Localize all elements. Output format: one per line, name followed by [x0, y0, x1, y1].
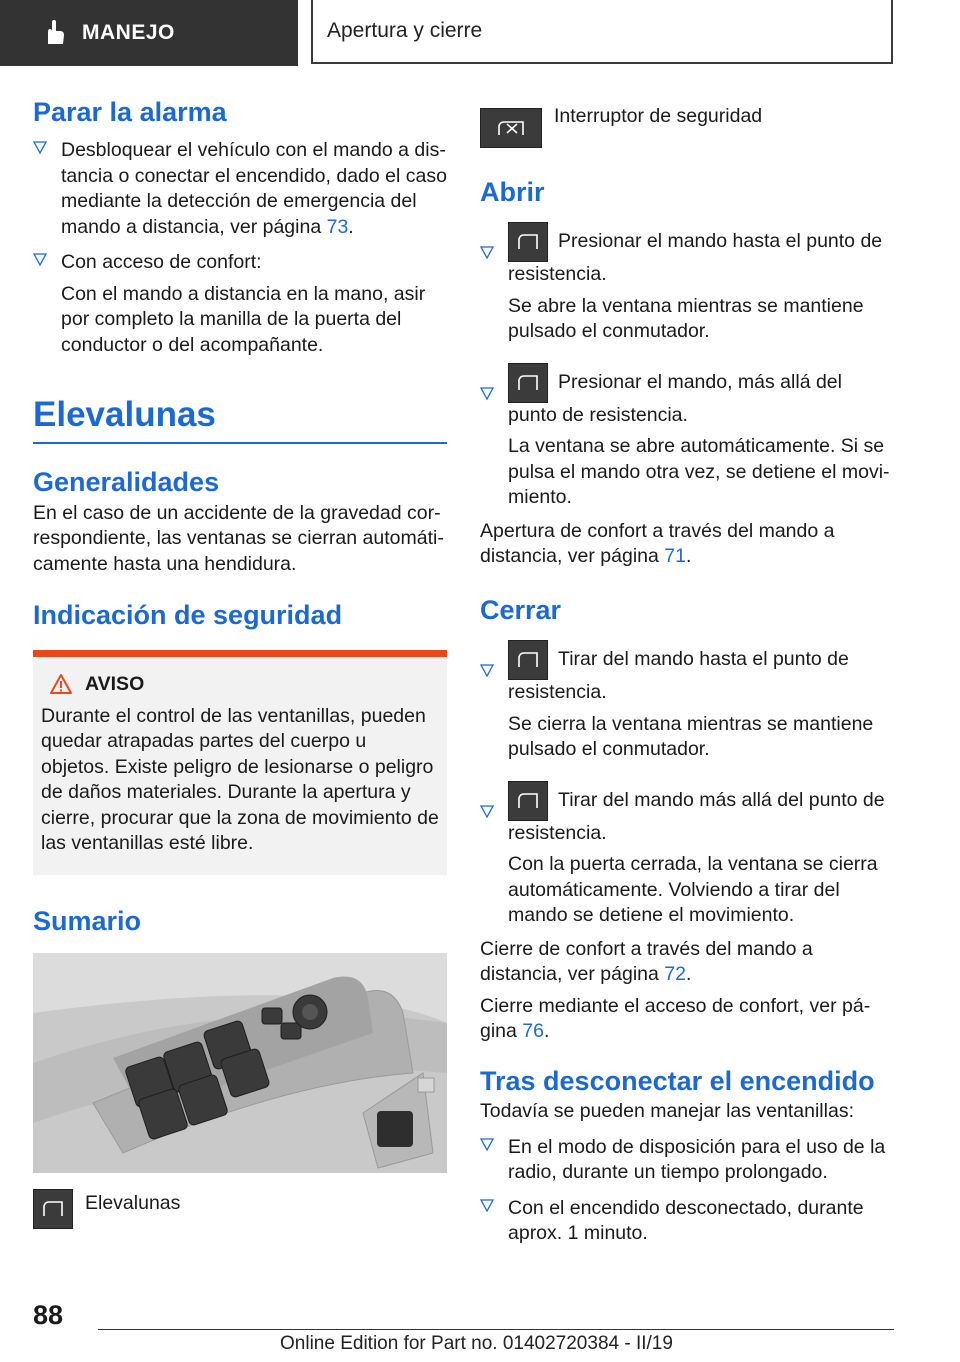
close-heading: Cerrar — [480, 594, 562, 625]
list-item — [480, 363, 896, 511]
window-switch-icon — [508, 363, 548, 403]
list-item-text: En el modo de disposición para el uso de la radio, durante un tiempo prolongado. — [508, 1135, 886, 1184]
after-ignition-intro: Todavía se pueden manejar las ventanillas: — [480, 1100, 854, 1123]
page-number: 88 — [33, 1300, 64, 1330]
hand-icon — [38, 18, 68, 48]
after-ignition-heading: Tras desconectar el encendido — [480, 1065, 875, 1096]
window-switch-icon — [508, 640, 548, 680]
open-comfort-text: Apertura de confort a través del mando a distancia, ver página 71. — [480, 519, 835, 568]
summary-heading: Sumario — [33, 905, 142, 936]
window-switch-icon — [508, 222, 548, 262]
triangle-bullet-icon — [33, 138, 61, 155]
chapter-tab-label: MANEJO — [82, 21, 175, 44]
legend-row — [33, 1189, 447, 1229]
alarm-heading: Parar la alarma — [33, 97, 227, 127]
page-link[interactable]: 76 — [522, 1020, 544, 1043]
page-link[interactable]: 71 — [664, 545, 686, 568]
open-heading: Abrir — [480, 177, 545, 207]
general-text: En el caso de un accidente de la gravedad correspondiente, las ventanas se cierran automáticamente hasta una hendidura. — [33, 501, 444, 575]
triangle-bullet-icon — [480, 1196, 508, 1213]
list-item-subtext: Se cierra la ventana mientras se mantiene pulsado el conmutador. — [508, 712, 874, 761]
triangle-bullet-icon — [480, 1135, 508, 1152]
list-item-subtext: La ventana se abre automáticamente. Si se pulsa el mando otra vez, se detiene el movimiento. — [508, 435, 890, 509]
window-switch-photo — [33, 953, 447, 1173]
page-link[interactable]: 72 — [664, 963, 686, 986]
close-comfort-text: Cierre de confort a través del mando a distancia, ver página 72. — [480, 937, 813, 986]
list-item-text: Presionar el mando, más allá del punto de resistencia. — [508, 363, 896, 429]
page-header — [0, 0, 960, 66]
triangle-bullet-icon — [480, 363, 508, 401]
section-title: Apertura y cierre — [327, 19, 483, 42]
legend-label: Elevalunas — [85, 1192, 181, 1215]
list-item-subtext: Con el mando a distancia en la mano, asir por completo la manilla de la puerta del conductor o del acompañante. — [61, 282, 426, 356]
list-item-subtext: Se abre la ventana mientras se mantiene pulsado el conmutador. — [508, 294, 864, 343]
right-column — [480, 96, 896, 1247]
list-item-text: Tirar del mando más allá del punto de resistencia. — [508, 781, 896, 847]
list-item — [33, 250, 447, 358]
left-column — [33, 96, 447, 1229]
list-item — [480, 640, 896, 763]
list-item — [480, 1135, 896, 1186]
chapter-tab[interactable] — [0, 0, 298, 66]
close-comfort-access-text: Cierre mediante el acceso de confort, ver página 76. — [480, 994, 871, 1043]
list-item-text: Con el encendido desconectado, durante aprox. 1 minuto. — [508, 1196, 864, 1245]
page-link[interactable]: 73 — [326, 215, 349, 238]
list-item — [480, 1196, 896, 1247]
title-rule — [33, 442, 447, 444]
warning-box — [33, 650, 447, 875]
list-item — [480, 781, 896, 929]
window-switch-icon — [508, 781, 548, 821]
list-item — [480, 222, 896, 345]
safety-heading: Indicación de seguridad — [33, 600, 343, 631]
page-title: Elevalunas — [33, 395, 216, 435]
list-item-text: Presionar el mando hasta el punto de resistencia. — [508, 222, 896, 288]
triangle-bullet-icon — [480, 222, 508, 260]
general-heading: Generalidades — [33, 467, 220, 498]
warning-triangle-icon — [49, 673, 73, 695]
warning-text: Durante el control de las ventanillas, pueden quedar atrapadas partes del cuerpo u objetos. Existe peligro de lesionarse o peligro de daños materiales. Durante la apertura y cierre, procurar que la zona de movimiento de las ventanillas esté libre. — [41, 704, 439, 855]
legend-row — [480, 105, 896, 148]
warning-label: AVISO — [85, 672, 145, 695]
triangle-bullet-icon — [33, 250, 61, 267]
footer-rule — [98, 1329, 894, 1330]
safety-switch-label: Interruptor de seguridad — [554, 105, 763, 127]
triangle-bullet-icon — [480, 781, 508, 819]
list-item-subtext: Con la puerta cerrada, la ventana se cierra automáticamente. Volviendo a tirar del mando se detiene el movimiento. — [508, 853, 878, 927]
list-item-text: Con acceso de confort: — [61, 251, 262, 274]
safety-switch-icon — [480, 108, 542, 148]
list-item — [33, 138, 447, 240]
section-tab — [311, 0, 893, 64]
list-item-text: Desbloquear el vehículo con el mando a distancia o conectar el encendido, dado el caso mediante la detección de emergencia del mando a distancia, ver página 73. — [61, 139, 447, 238]
triangle-bullet-icon — [480, 640, 508, 678]
edition-text: Online Edition for Part no. 01402720384 - II/19 — [280, 1333, 673, 1354]
window-switch-icon — [33, 1189, 73, 1229]
list-item-text: Tirar del mando hasta el punto de resistencia. — [508, 640, 896, 706]
